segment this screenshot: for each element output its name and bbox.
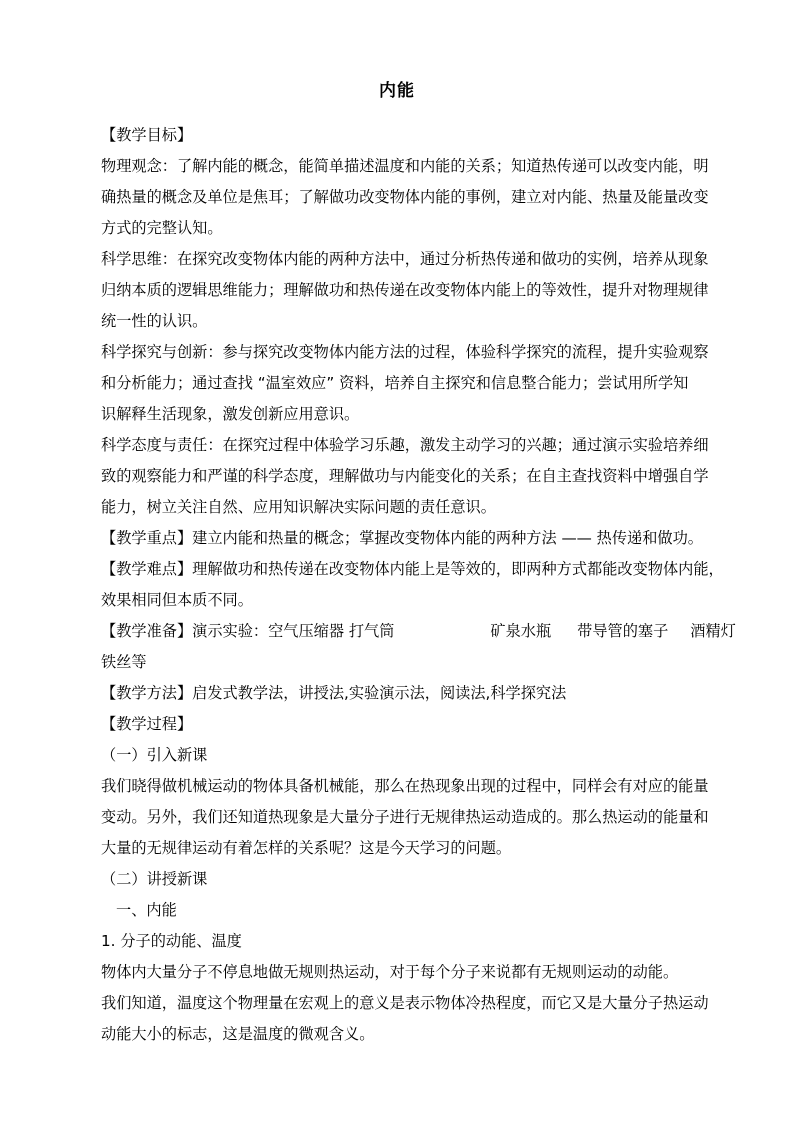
section-text-line: 大量的无规律运动有着怎样的关系呢？这是今天学习的问题。 — [101, 839, 512, 857]
section-text-line: 变动。另外，我们还知道热现象是大量分子进行无规律热运动造成的。那么热运动的能量和 — [101, 808, 709, 826]
objectives-line: 科学探究与创新：参与探究改变物体内能方法的过程，体验科学探究的流程，提升实验观察 — [101, 343, 709, 361]
document-body — [101, 120, 740, 1050]
preparation-line — [101, 616, 740, 647]
objectives-line: 识解释生活现象，激发创新应用意识。 — [101, 405, 360, 423]
section-heading: （二）讲授新课 — [101, 870, 208, 888]
preparation-item: 矿泉水瓶 — [490, 622, 552, 640]
objectives-line: 统一性的认识。 — [101, 312, 208, 330]
preparation-item: 带导管的塞子 — [577, 622, 669, 640]
part-heading: 一、内能 — [116, 901, 177, 919]
preparation-continuation: 铁丝等 — [101, 653, 147, 671]
preparation-label: 【教学准备】演示实验：空气压缩器 打气筒 — [101, 622, 395, 640]
subsection-text-line: 物体内大量分子不停息地做无规则热运动，对于每个分子来说都有无规则运动的动能。 — [101, 963, 679, 981]
objectives-line: 科学思维：在探究改变物体内能的两种方法中，通过分析热传递和做功的实例，培养从现象 — [101, 250, 709, 268]
subsection-text-line: 我们知道，温度这个物理量在宏观上的意义是表示物体冷热程度，而它又是大量分子热运动 — [101, 994, 709, 1012]
objectives-line: 能力，树立关注自然、应用知识解决实际问题的责任意识。 — [101, 498, 496, 516]
objectives-line: 归纳本质的逻辑思维能力；理解做功和热传递在改变物体内能上的等效性，提升对物理规律 — [101, 281, 709, 299]
objectives-heading: 【教学目标】 — [101, 126, 193, 144]
section-heading: （一）引入新课 — [101, 746, 208, 764]
preparation-item: 酒精灯 — [690, 622, 736, 640]
difficulty-line: 【教学难点】理解做功和热传递在改变物体内能上是等效的，即两种方式都能改变物体内能， — [101, 560, 724, 578]
section-text-line: 我们晓得做机械运动的物体具备机械能，那么在热现象出现的过程中，同样会有对应的能量 — [101, 777, 709, 795]
objectives-line: 致的观察能力和严谨的科学态度，理解做功与内能变化的关系；在自主查找资料中增强自学 — [101, 467, 709, 485]
objectives-line: 确热量的概念及单位是焦耳；了解做功改变物体内能的事例，建立对内能、热量及能量改变 — [101, 188, 709, 206]
objectives-line: 科学态度与责任：在探究过程中体验学习乐趣，激发主动学习的兴趣；通过演示实验培养细 — [101, 436, 709, 454]
objectives-line: 物理观念：了解内能的概念，能简单描述温度和内能的关系；知道热传递可以改变内能，明 — [101, 157, 709, 175]
page-title: 内能 — [379, 81, 415, 101]
key-points: 【教学重点】建立内能和热量的概念；掌握改变物体内能的两种方法 —— 热传递和做功。 — [101, 529, 703, 547]
teaching-methods: 【教学方法】启发式教学法，讲授法,实验演示法，阅读法,科学探究法 — [101, 684, 567, 702]
objectives-line: 和分析能力；通过查找 “温室效应” 资料，培养自主探究和信息整合能力；尝试用所学知 — [101, 374, 689, 392]
subsection-heading: 1. 分子的动能、温度 — [101, 932, 242, 950]
difficulty-line: 效果相同但本质不同。 — [101, 591, 253, 609]
subsection-text-line: 动能大小的标志，这是温度的微观含义。 — [101, 1025, 375, 1043]
objectives-line: 方式的完整认知。 — [101, 219, 223, 237]
process-heading: 【教学过程】 — [101, 715, 193, 733]
